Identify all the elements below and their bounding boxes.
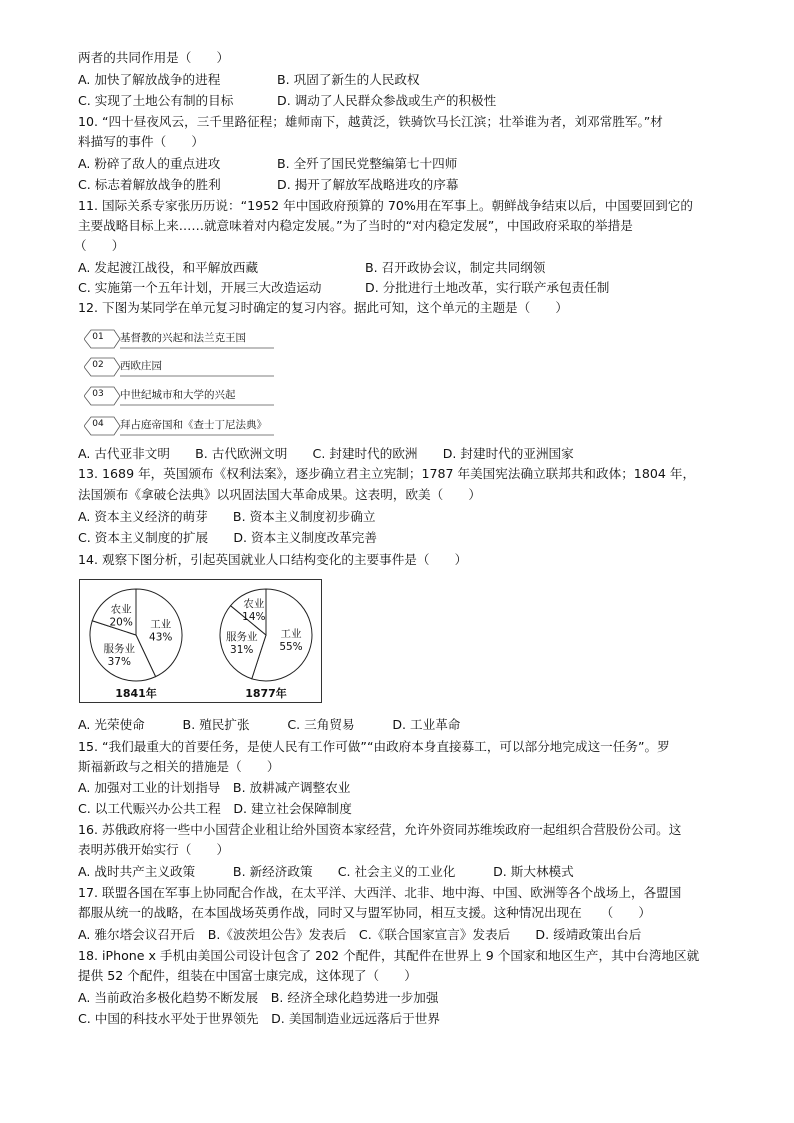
pie-chart-year: 1841年 [115,687,157,700]
q9-option-d: D. 调动了人民群众参战或生产的积极性 [277,93,497,108]
pie-slice-label: 农业 [110,603,132,616]
q13-options-cd: C. 资本主义制度的扩展 D. 资本主义制度改革完善 [78,530,377,545]
q18-options-cd: C. 中国的科技水平处于世界领先 D. 美国制造业远远落后于世界 [78,1011,440,1026]
pie-slice-value: 14% [242,611,266,624]
pie-slice-label: 工业 [280,627,302,640]
review-item-number: 04 [92,419,104,429]
q18-stem-2: 提供 52 个配件，组装在中国富士康完成，这体现了（ ） [78,968,417,983]
q16-options: A. 战时共产主义政策 B. 新经济政策 C. 社会主义的工业化 D. 斯大林模式 [78,864,574,879]
review-item-text: 拜占庭帝国和《查士丁尼法典》 [120,419,267,431]
q13-options-ab: A. 资本主义经济的萌芽 B. 资本主义制度初步确立 [78,509,376,524]
q15-options-cd: C. 以工代赈兴办公共工程 D. 建立社会保障制度 [78,801,352,816]
pie-slice-label: 工业 [150,618,172,631]
q17-options: A. 雅尔塔会议召开后 B.《波茨坦公告》发表后 C.《联合国家宣言》发表后 D. 绥靖政策出台后 [78,927,642,942]
pie-slice-value: 20% [109,616,133,629]
q17-stem-1: 17. 联盟各国在军事上协同配合作战，在太平洋、大西洋、北非、地中海、中国、欧洲等各个战场上，各盟国 [78,885,682,900]
review-item-text: 西欧庄园 [120,360,162,372]
pie-slice-label: 农业 [243,598,265,611]
q11-stem-2: 主要战略目标上来……就意味着对内稳定发展。”为了当时的“对内稳定发展”，中国政府采取的举措是 [78,218,633,233]
q17-stem-2: 都服从统一的战略，在本国战场英勇作战，同时又与盟军协同，相互支援。这种情况出现在 （ ） [78,905,652,920]
q10-option-c: C. 标志着解放战争的胜利 [78,177,221,192]
q18-stem-1: 18. iPhone x 手机由美国公司设计包含了 202 个配件，其配件在世界上 9 个国家和地区生产，其中台湾地区就 [78,948,700,963]
q16-stem-1: 16. 苏俄政府将一些中小国营企业租让给外国资本家经营，允许外资同苏维埃政府一起组织合营股份公司。这 [78,822,682,837]
q14-stem: 14. 观察下图分析，引起英国就业人口结构变化的主要事件是（ ） [78,552,468,567]
q11-stem-3: （ ） [74,238,125,253]
pie-slice-value: 37% [107,655,131,668]
q11-option-a: A. 发起渡江战役，和平解放西藏 [78,260,259,275]
pie-slice-value: 31% [230,644,254,657]
q11-stem-1: 11. 国际关系专家张历历说：“1952 年中国政府预算的 70%用在军事上。朝鲜战争结束以后，中国要回到它的 [78,198,693,213]
review-item-1 [84,328,274,348]
employment-pie-chart [79,579,322,703]
q9-stem-end: 两者的共同作用是（ ） [78,50,230,65]
review-item-2 [84,356,274,376]
q11-option-d: D. 分批进行土地改革，实行联产承包责任制 [365,280,610,295]
q11-option-c: C. 实施第一个五年计划，开展三大改造运动 [78,280,322,295]
q18-options-ab: A. 当前政治多极化趋势不断发展 B. 经济全球化趋势进一步加强 [78,990,439,1005]
review-item-number: 02 [92,360,104,370]
q14-options: A. 光荣使命 B. 殖民扩张 C. 三角贸易 D. 工业革命 [78,717,461,732]
q13-stem-1: 13. 1689 年，英国颁布《权利法案》，逐步确立君主立宪制；1787 年美国宪法确立联邦共和政体；1804 年， [78,466,696,481]
q11-option-b: B. 召开政协会议，制定共同纲领 [365,260,546,275]
q15-stem-2: 斯福新政与之相关的措施是（ ） [78,759,280,774]
review-item-4 [84,415,274,435]
q12-stem: 12. 下图为某同学在单元复习时确定的复习内容。据此可知，这个单元的主题是（ ） [78,300,569,315]
review-item-number: 03 [92,389,104,399]
review-item-text: 基督教的兴起和法兰克王国 [120,332,246,344]
q10-option-d: D. 揭开了解放军战略进攻的序幕 [277,177,459,192]
pie-chart-canvas [80,580,323,704]
pie-slice-label: 服务业 [103,642,136,655]
pie-slice-value: 55% [279,640,303,653]
pie-slice-label: 服务业 [225,631,258,644]
review-item-number: 01 [92,332,104,342]
review-item-text: 中世纪城市和大学的兴起 [120,389,236,401]
q9-option-a: A. 加快了解放战争的进程 [78,72,221,87]
pie-chart-year: 1877年 [245,687,287,700]
q9-option-c: C. 实现了土地公有制的目标 [78,93,234,108]
tag-frame [84,356,274,378]
q9-option-b: B. 巩固了新生的人民政权 [277,72,420,87]
q10-option-a: A. 粉碎了敌人的重点进攻 [78,156,221,171]
review-item-3 [84,385,274,405]
q10-option-b: B. 全歼了国民党整编第七十四师 [277,156,458,171]
q13-stem-2: 法国颁布《拿破仑法典》以巩固法国大革命成果。这表明，欧美（ ） [78,487,481,502]
q12-options: A. 古代亚非文明 B. 古代欧洲文明 C. 封建时代的欧洲 D. 封建时代的亚洲国家 [78,446,574,461]
q15-options-ab: A. 加强对工业的计划指导 B. 放耕减产调整农业 [78,780,351,795]
q10-stem-2: 料描写的事件（ ） [78,134,204,149]
q15-stem-1: 15. “我们最重大的首要任务，是使人民有工作可做”“由政府本身直接募工，可以部分地完成这一任务”。罗 [78,739,670,754]
q16-stem-2: 表明苏俄开始实行（ ） [78,842,230,857]
pie-slice-value: 43% [149,631,173,644]
q10-stem-1: 10. “四十昼夜风云，三千里路征程；雄师南下，越黄泛，铁骑饮马长江滨；壮举谁为者，刘邓常胜军。”材 [78,114,663,129]
